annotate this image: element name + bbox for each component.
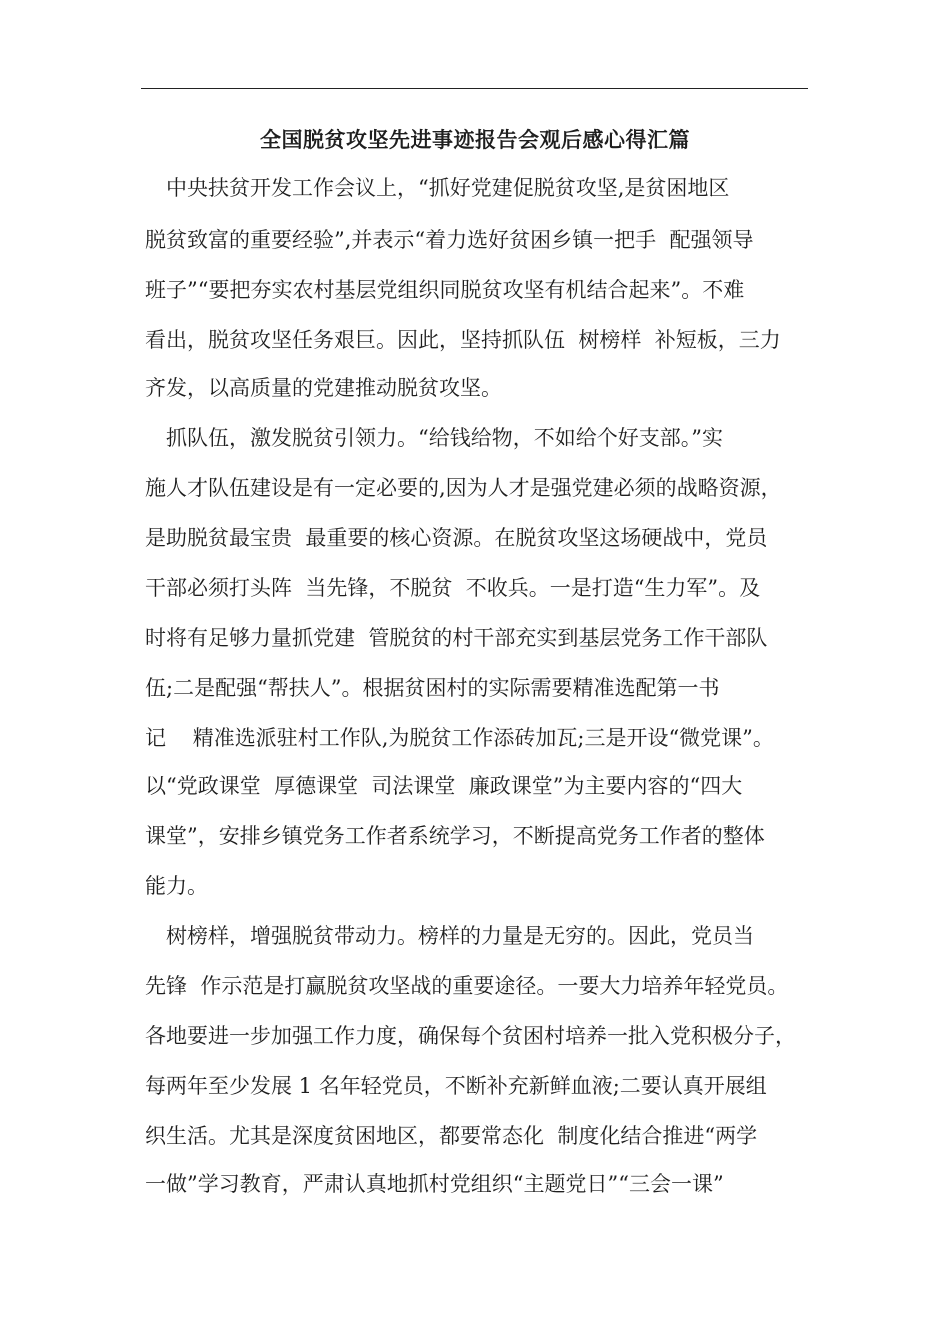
text-line: 施人才队伍建设是有一定必要的,因为人才是强党建必须的战略资源， — [145, 476, 782, 500]
text-line: 课堂”，安排乡镇党务工作者系统学习，不断提高党务工作者的整体 — [145, 824, 765, 848]
text-line: 中央扶贫开发工作会议上，“抓好党建促脱贫攻坚,是贫困地区 — [145, 176, 730, 200]
text-line: 每两年至少发展 1 名年轻党员，不断补充新鲜血液;二要认真开展组 — [145, 1074, 767, 1098]
text-line: 是助脱贫最宝贵 最重要的核心资源。在脱贫攻坚这场硬战中，党员 — [145, 526, 768, 550]
text-line: 以“党政课堂 厚德课堂 司法课堂 廉政课堂”为主要内容的“四大 — [145, 774, 743, 798]
text-line: 时将有足够力量抓党建 管脱贫的村干部充实到基层党务工作干部队 — [145, 626, 768, 650]
text-line: 先锋 作示范是打赢脱贫攻坚战的重要途径。一要大力培养年轻党员。 — [145, 974, 789, 998]
document-title: 全国脱贫攻坚先进事迹报告会观后感心得汇篇 — [260, 127, 690, 152]
text-line: 看出，脱贫攻坚任务艰巨。因此，坚持抓队伍 树榜样 补短板，三力 — [145, 328, 781, 352]
text-line: 一做”学习教育，严肃认真地抓村党组织“主题党日”“三会一课” — [145, 1172, 724, 1196]
header-rule — [141, 88, 808, 89]
text-line: 干部必须打头阵 当先锋，不脱贫 不收兵。一是打造“生力军”。及 — [145, 576, 761, 600]
text-line: 脱贫致富的重要经验”,并表示“着力选好贫困乡镇一把手 配强领导 — [145, 228, 754, 252]
text-line: 织生活。尤其是深度贫困地区，都要常态化 制度化结合推进“两学 — [145, 1124, 758, 1148]
text-line: 班子”“要把夯实农村基层党组织同脱贫攻坚有机结合起来”。不难 — [145, 278, 745, 302]
text-line: 抓队伍，激发脱贫引领力。“给钱给物，不如给个好支部。”实 — [145, 426, 723, 450]
text-line: 齐发，以高质量的党建推动脱贫攻坚。 — [145, 376, 502, 400]
text-line: 能力。 — [145, 874, 208, 898]
text-line: 伍;二是配强“帮扶人”。根据贫困村的实际需要精准选配第一书 — [145, 676, 720, 700]
text-line: 树榜样，增强脱贫带动力。榜样的力量是无穷的。因此，党员当 — [145, 924, 754, 948]
text-line: 记 精准选派驻村工作队,为脱贫工作添砖加瓦;三是开设“微党课”。 — [145, 726, 774, 750]
text-line: 各地要进一步加强工作力度，确保每个贫困村培养一批入党积极分子， — [145, 1024, 796, 1048]
